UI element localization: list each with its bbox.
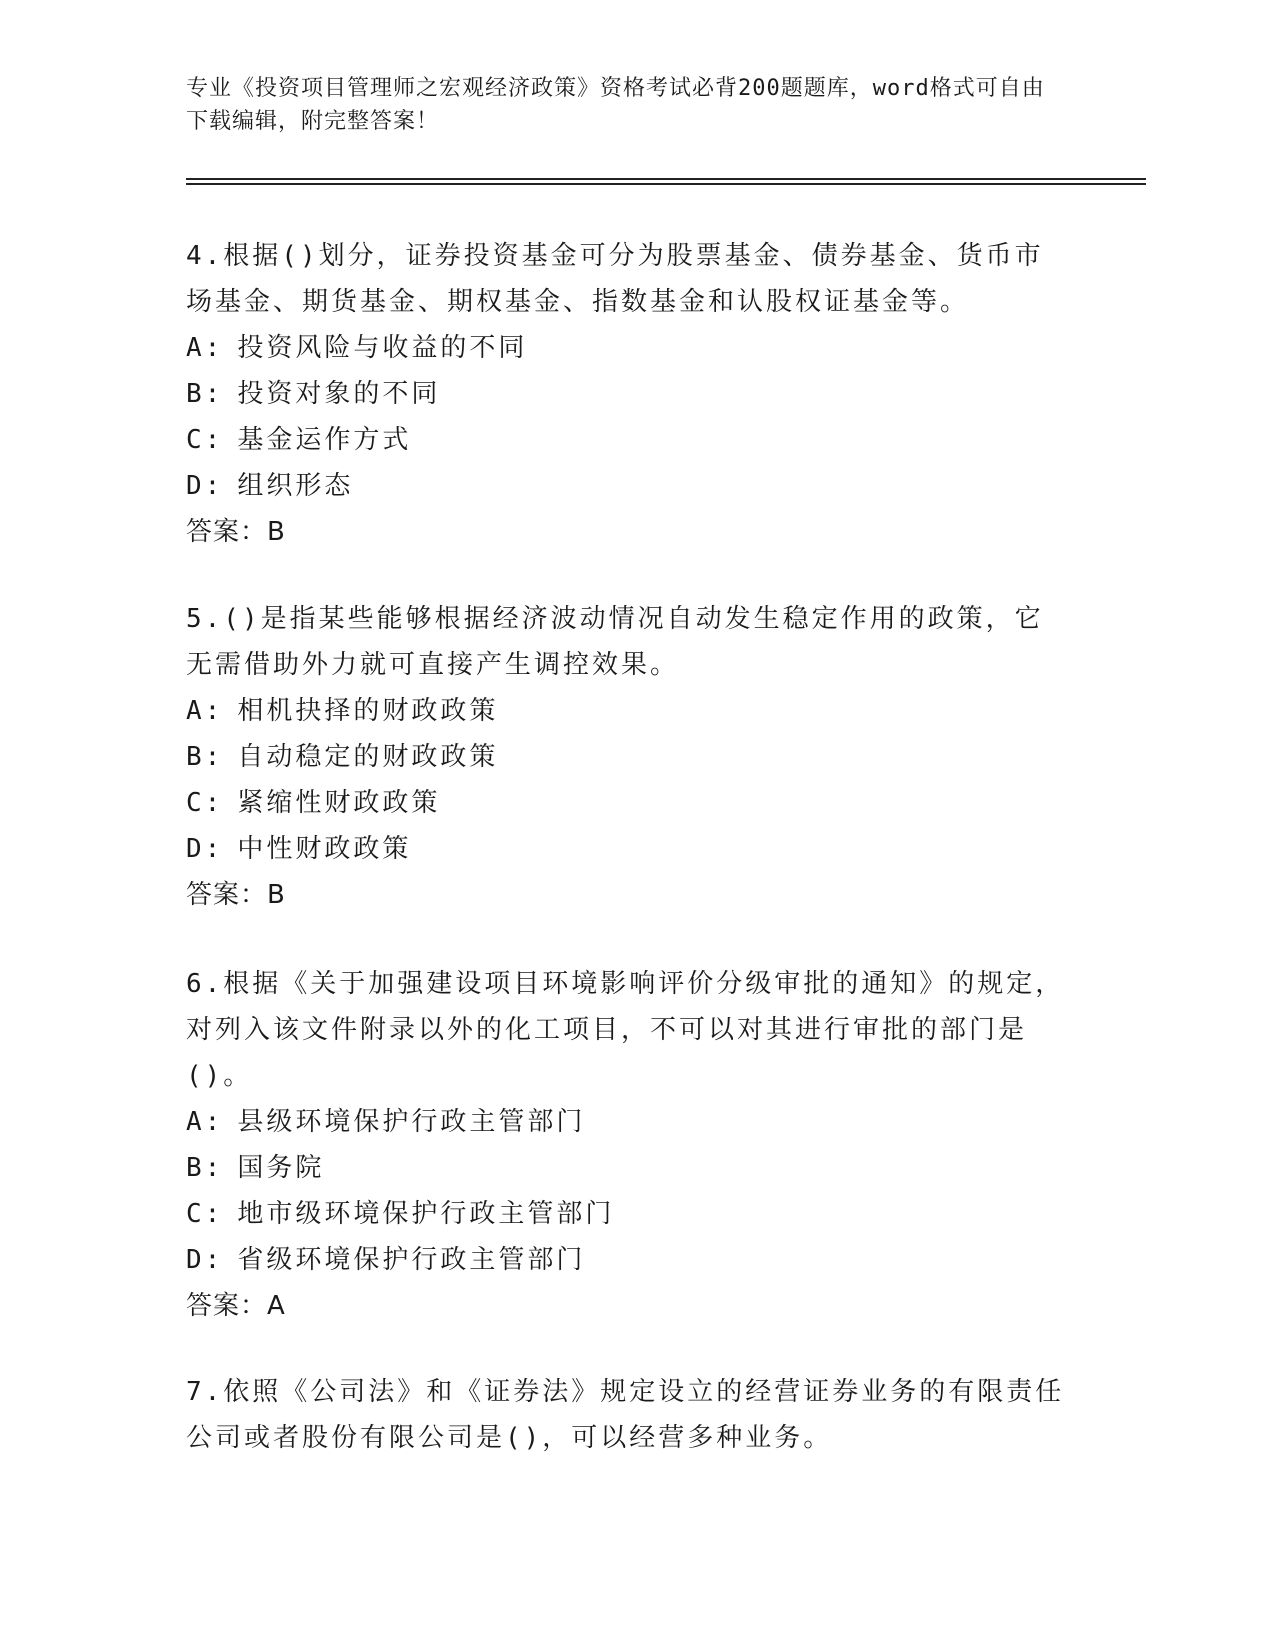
option-a (186, 688, 1066, 734)
option-a (186, 1099, 1066, 1145)
option-c (186, 417, 1066, 463)
option-text: 紧缩性财政政策 (237, 788, 441, 818)
question-stem: 4.根据()划分，证券投资基金可分为股票基金、债券基金、货币市场基金、期货基金、期权基金、指数基金和认股权证基金等。 (186, 241, 1044, 317)
option-a (186, 325, 1066, 371)
option-text: 投资对象的不同 (237, 379, 441, 409)
option-letter: D: (186, 1245, 224, 1275)
option-text: 国务院 (237, 1153, 325, 1183)
option-text: 投资风险与收益的不同 (237, 333, 528, 363)
answer-value: B (267, 880, 286, 910)
option-text: 省级环境保护行政主管部门 (237, 1245, 586, 1275)
answer-line (186, 1283, 1066, 1329)
question-7 (186, 1369, 1066, 1461)
answer-value: B (267, 517, 286, 547)
option-d (186, 463, 1066, 509)
document-header: 专业《投资项目管理师之宏观经济政策》资格考试必背200题题库，word格式可自由下载编辑，附完整答案！ (186, 76, 1045, 134)
answer-line (186, 872, 1066, 918)
question-stem: 7.依照《公司法》和《证券法》规定设立的经营证券业务的有限责任公司或者股份有限公司是()，可以经营多种业务。 (186, 1377, 1065, 1453)
option-letter: B: (186, 379, 224, 409)
option-d (186, 1237, 1066, 1283)
option-b (186, 734, 1066, 780)
answer-value: A (267, 1291, 286, 1321)
option-text: 相机抉择的财政政策 (237, 696, 499, 726)
option-text: 基金运作方式 (237, 425, 412, 455)
option-letter: B: (186, 1153, 224, 1183)
option-letter: B: (186, 742, 224, 772)
option-d (186, 826, 1066, 872)
question-5 (186, 596, 1066, 918)
option-letter: D: (186, 471, 224, 501)
option-text: 自动稳定的财政政策 (237, 742, 499, 772)
question-4 (186, 233, 1066, 555)
option-letter: C: (186, 425, 224, 455)
question-stem: 5.()是指某些能够根据经济波动情况自动发生稳定作用的政策，它无需借助外力就可直接产生调控效果。 (186, 604, 1044, 680)
option-text: 组织形态 (237, 471, 354, 501)
option-text: 地市级环境保护行政主管部门 (237, 1199, 615, 1229)
answer-label: 答案： (186, 880, 268, 910)
answer-label: 答案： (186, 517, 268, 547)
option-b (186, 371, 1066, 417)
question-6 (186, 961, 1066, 1329)
question-stem: 6.根据《关于加强建设项目环境影响评价分级审批的通知》的规定，对列入该文件附录以外的化工项目，不可以对其进行审批的部门是()。 (186, 969, 1065, 1091)
option-letter: A: (186, 696, 224, 726)
header-divider-bottom (186, 183, 1146, 185)
header-divider-top (186, 178, 1146, 180)
option-letter: A: (186, 1107, 224, 1137)
option-c (186, 1191, 1066, 1237)
answer-label: 答案： (186, 1291, 268, 1321)
option-text: 中性财政政策 (237, 834, 412, 864)
answer-line (186, 509, 1066, 555)
option-b (186, 1145, 1066, 1191)
option-letter: C: (186, 788, 224, 818)
option-letter: D: (186, 834, 224, 864)
option-letter: C: (186, 1199, 224, 1229)
option-letter: A: (186, 333, 224, 363)
option-c (186, 780, 1066, 826)
option-text: 县级环境保护行政主管部门 (237, 1107, 586, 1137)
